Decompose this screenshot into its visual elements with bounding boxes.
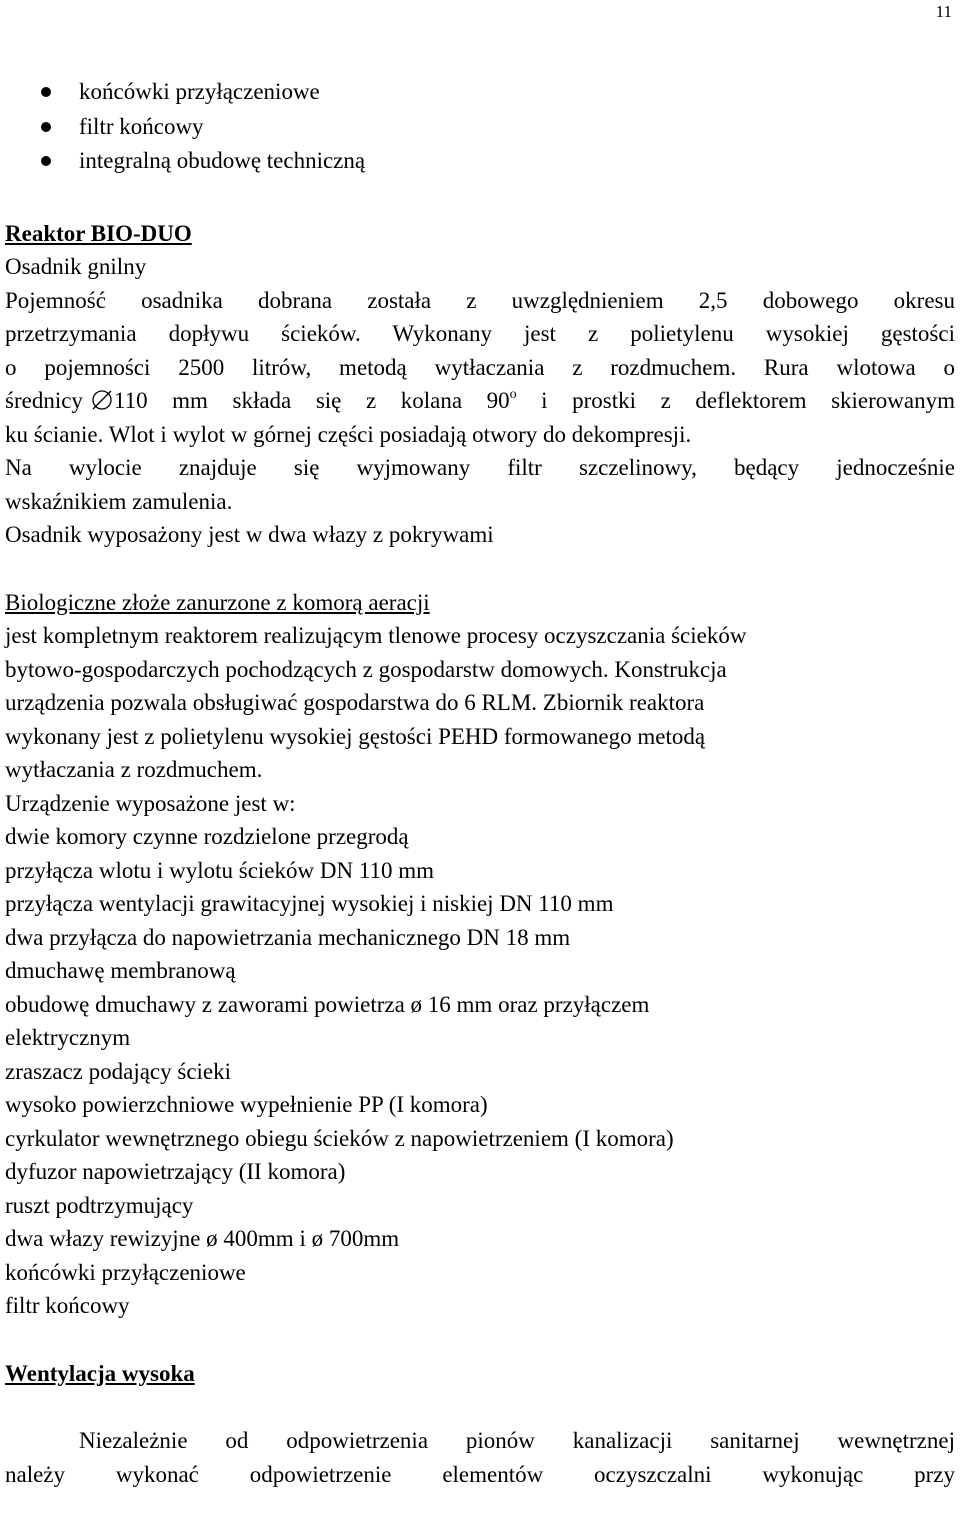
bullet-list [5, 75, 955, 179]
equipment-item: wysoko powierzchniowe wypełnienie PP (I komora) [5, 1092, 488, 1117]
paragraph-line: o pojemności 2500 litrów, metodą wytłaczania z rozdmuchem. Rura wlotowa o [5, 354, 955, 380]
page-content [5, 75, 955, 1491]
page-number: 11 [935, 2, 952, 21]
equipment-item: przyłącza wentylacji grawitacyjnej wysokiej i niskiej DN 110 mm [5, 891, 614, 916]
equipment-intro: Urządzenie wyposażone jest w: [5, 790, 296, 816]
equipment-item: przyłącza wlotu i wylotu ścieków DN 110 mm [5, 857, 435, 883]
bullet-item: końcówki przyłączeniowe [5, 75, 955, 110]
section-heading-bio-bed: Biologiczne złoże zanurzone z komorą aeracji [5, 589, 430, 615]
paragraph-line: wykonany jest z polietylenu wysokiej gęstości PEHD formowanego metodą [5, 723, 706, 749]
subheading-settler: Osadnik gnilny [5, 254, 147, 279]
paragraph-line: Osadnik wyposażony jest w dwa włazy z pokrywami [5, 522, 494, 547]
equipment-item: dwa włazy rewizyjne ø 400mm i ø 700mm [5, 1226, 400, 1251]
spacer [5, 1323, 955, 1357]
paragraph-line-diameter: średnicy 110 mm składa się z kolana 90$^o$ i prostki z deflektorem skierowanym [5, 387, 955, 413]
paragraph-line: należy wykonać odpowietrzenie elementów oczyszczalni wykonując przy [5, 1461, 955, 1487]
section-heading-ventilation: Wentylacja wysoka [5, 1360, 195, 1386]
bullet-dot-icon [41, 87, 51, 97]
equipment-item: cyrkulator wewnętrznego obiegu ścieków z napowietrzeniem (I komora) [5, 1125, 674, 1151]
paragraph-line: urządzenia pozwala obsługiwać gospodarstwa do 6 RLM. Zbiornik reaktora [5, 690, 705, 715]
equipment-item: dwa przyłącza do napowietrzania mechanicznego DN 18 mm [5, 924, 571, 950]
section-heading-reactor: Reaktor BIO-DUO [5, 220, 192, 246]
paragraph-line: ku ścianie. Wlot i wylot w górnej części posiadają otwory do dekompresji. [5, 421, 692, 447]
equipment-item: dwie komory czynne rozdzielone przegrodą [5, 824, 409, 849]
paragraph-line: Pojemność osadnika dobrana została z uwzględnieniem 2,5 dobowego okresu [5, 287, 955, 313]
equipment-item: elektrycznym [5, 1025, 131, 1050]
spacer [5, 1390, 955, 1424]
paragraph-line: Niezależnie od odpowietrzenia pionów kanalizacji sanitarnej wewnętrznej [79, 1428, 955, 1453]
equipment-item: dmuchawę membranową [5, 958, 236, 983]
spacer [5, 552, 955, 586]
equipment-item: dyfuzor napowietrzający (II komora) [5, 1159, 346, 1184]
equipment-item: końcówki przyłączeniowe [5, 1259, 246, 1285]
paragraph-line: Na wylocie znajduje się wyjmowany filtr szczelinowy, będący jednocześnie [5, 455, 955, 480]
equipment-item: zraszacz podający ścieki [5, 1058, 232, 1084]
bullet-dot-icon [41, 122, 51, 132]
diameter-symbol-icon [91, 389, 113, 411]
spacer [5, 179, 955, 217]
bullet-item: filtr końcowy [5, 110, 955, 145]
equipment-item: obudowę dmuchawy z zaworami powietrza ø 16 mm oraz przyłączem [5, 991, 650, 1017]
equipment-item: filtr końcowy [5, 1293, 130, 1318]
paragraph-line: wytłaczania z rozdmuchem. [5, 757, 263, 782]
paragraph-line: wskaźnikiem zamulenia. [5, 488, 233, 514]
paragraph-line: przetrzymania dopływu ścieków. Wykonany jest z polietylenu wysokiej gęstości [5, 321, 955, 346]
paragraph-line: bytowo-gospodarczych pochodzących z gospodarstw domowych. Konstrukcja [5, 656, 727, 682]
paragraph-line: jest kompletnym reaktorem realizującym tlenowe procesy oczyszczania ścieków [5, 623, 747, 648]
bullet-item: integralną obudowę techniczną [5, 144, 955, 179]
bullet-dot-icon [41, 156, 51, 166]
equipment-item: ruszt podtrzymujący [5, 1192, 194, 1218]
